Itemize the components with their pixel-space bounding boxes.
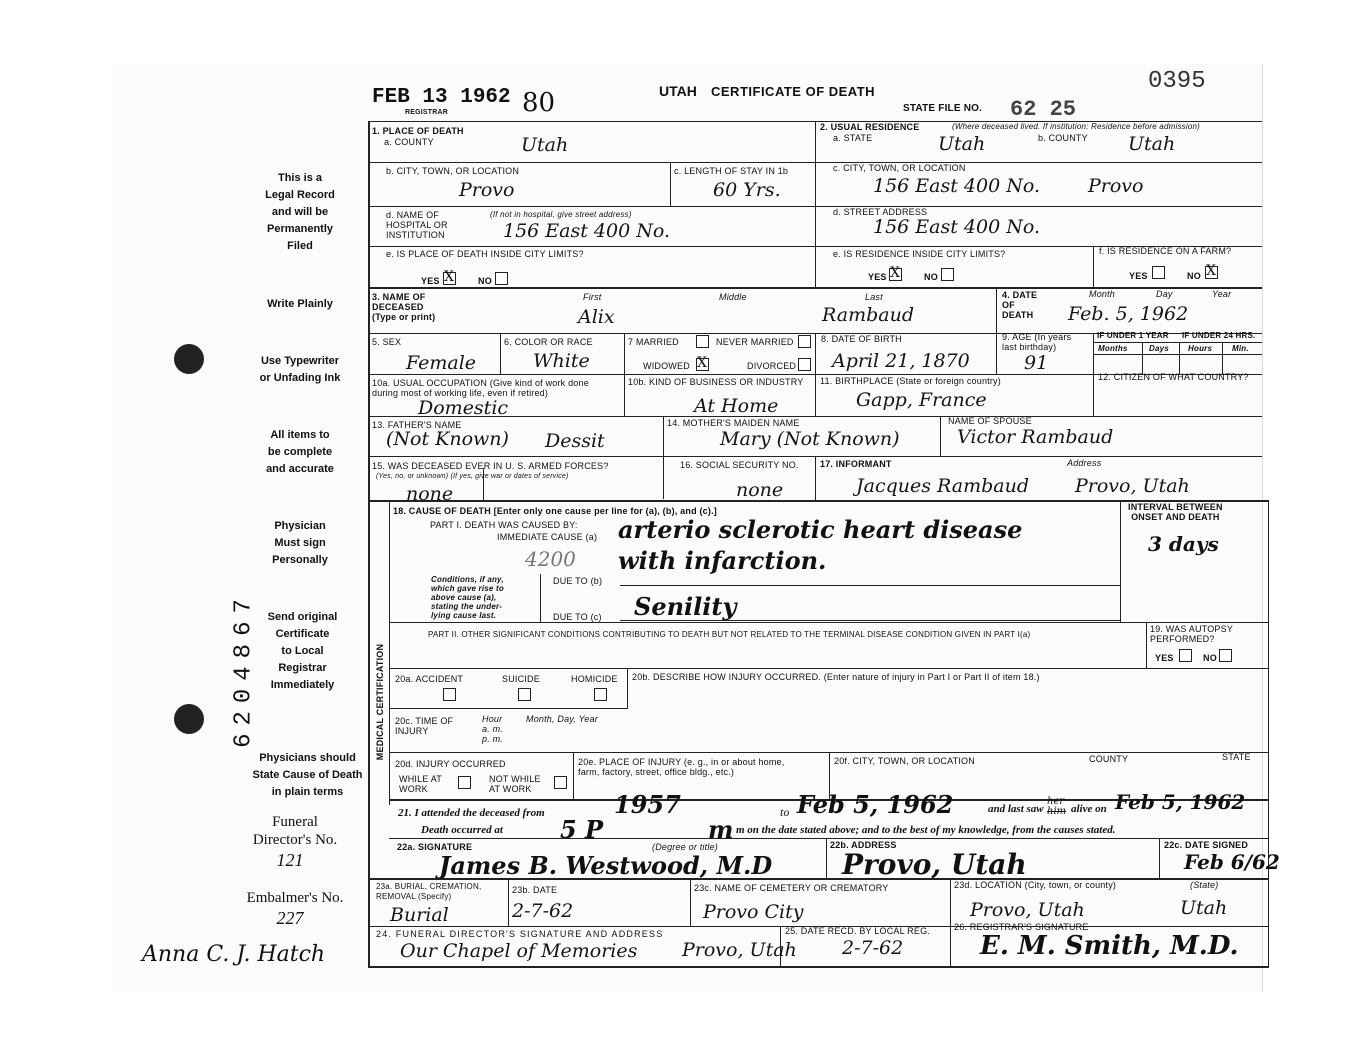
checkbox-inside-city-no[interactable]	[495, 272, 508, 285]
label-yes: YES	[1155, 653, 1174, 663]
value-city: Provo	[459, 179, 515, 201]
form-right-border	[1268, 500, 1269, 966]
value-him: him	[1047, 806, 1067, 817]
value-mother: Mary (Not Known)	[720, 428, 900, 450]
label-spouse: NAME OF SPOUSE	[948, 416, 1032, 426]
value-armed: none	[406, 483, 454, 505]
registrar-number: 80	[522, 88, 556, 118]
label-month: Month	[1089, 289, 1116, 299]
label-attended: 21. I attended the deceased from	[398, 807, 545, 819]
rule	[815, 456, 816, 500]
label-no: NO	[1187, 271, 1201, 281]
label-conditions: Conditions, if any, which gave rise to above cause (a), stating the under- lying cause last.	[431, 575, 504, 620]
value-business: At Home	[694, 395, 779, 417]
label-degree: (Degree or title)	[652, 842, 718, 852]
label-citizen: 12. CITIZEN OF WHAT COUNTRY?	[1098, 372, 1249, 382]
label-address-22b: 22b. ADDRESS	[830, 840, 897, 850]
label-occupation: 10a. USUAL OCCUPATION (Give kind of work done during most of working life, even if retired)	[372, 378, 589, 398]
label-sex: 5. SEX	[372, 337, 402, 347]
label-burial: 23a. BURIAL, CREMATION, REMOVAL (Specify)	[376, 882, 482, 901]
value-birthplace: Gapp, France	[856, 389, 987, 411]
checkbox-farm-no[interactable]	[1205, 263, 1218, 279]
rule	[690, 878, 691, 926]
rule	[368, 287, 1262, 289]
label-yes: YES	[1129, 271, 1148, 281]
label-due-to-b: DUE TO (b)	[553, 576, 603, 586]
value-res-city: 156 East 400 No.	[873, 175, 1041, 197]
label-ssn: 16. SOCIAL SECURITY NO.	[680, 460, 799, 470]
checkbox-farm-yes[interactable]	[1152, 266, 1165, 279]
punch-hole-top	[174, 344, 204, 374]
label-place-injury: 20e. PLACE OF INJURY (e. g., in or about home, farm, factory, street, office bldg., etc.)	[578, 757, 785, 777]
rule	[663, 416, 664, 499]
value-res-state: Utah	[938, 133, 986, 155]
check-mark: X	[697, 355, 707, 371]
label-part-1: PART I. DEATH WAS CAUSED BY:	[430, 520, 578, 530]
rule	[620, 585, 1120, 586]
label-inside-city: e. IS PLACE OF DEATH INSIDE CITY LIMITS?	[386, 249, 584, 259]
label-no: NO	[1203, 653, 1217, 663]
checkbox-suicide[interactable]	[518, 688, 531, 701]
value-burial-date: 2-7-62	[512, 900, 574, 922]
label-no: NO	[478, 276, 492, 286]
label-business: 10b. KIND OF BUSINESS OR INDUSTRY	[628, 377, 804, 387]
label-usual-residence: 2. USUAL RESIDENCE	[820, 122, 920, 132]
value-age: 91	[1024, 352, 1049, 374]
label-usual-residence-note: (Where deceased lived. If institution: Residence before admission)	[952, 122, 1200, 131]
embalmer-label: Embalmer's No.	[246, 890, 344, 906]
rule	[1159, 838, 1160, 878]
label-location-23d: 23d. LOCATION (City, town, or county)	[954, 880, 1117, 890]
label-under-24-hrs: IF UNDER 24 HRS.	[1182, 331, 1256, 340]
embalmer-number: 227	[276, 908, 304, 928]
label-yes: YES	[868, 272, 887, 282]
label-time-injury: 20c. TIME OF INJURY	[395, 716, 454, 736]
check-mark: X	[890, 265, 900, 281]
checkbox-while-work[interactable]	[458, 776, 471, 789]
label-day: Day	[1156, 289, 1173, 299]
value-race: White	[533, 350, 590, 372]
checkbox-res-inside-yes[interactable]	[889, 265, 902, 281]
rule	[368, 162, 1262, 163]
value-interval: 3 days	[1148, 532, 1219, 556]
label-dob: 8. DATE OF BIRTH	[821, 334, 902, 344]
label-funeral-director: 24. FUNERAL DIRECTOR'S SIGNATURE AND ADDRESS	[376, 929, 664, 939]
label-first: First	[583, 292, 602, 302]
checkbox-married[interactable]	[696, 335, 709, 348]
rule	[1093, 342, 1262, 343]
rule	[508, 878, 509, 926]
label-min: Min.	[1232, 344, 1249, 353]
value-date-death: Feb. 5, 1962	[1068, 303, 1189, 325]
label-res-county: b. COUNTY	[1038, 133, 1088, 143]
value-funeral-director: Our Chapel of Memories	[400, 940, 638, 962]
rule	[1222, 342, 1223, 374]
typewriter-note: Use Typewriter or Unfading Ink	[259, 355, 341, 384]
rule	[389, 668, 1268, 669]
checkbox-autopsy-yes[interactable]	[1179, 649, 1192, 662]
label-hospital-note: (If not in hospital, give street address)	[490, 210, 632, 219]
write-plainly-note: Write Plainly	[267, 298, 333, 310]
value-informant: Jacques Rambaud	[856, 475, 1029, 497]
label-res-inside-city: e. IS RESIDENCE INSIDE CITY LIMITS?	[833, 249, 1006, 259]
value-physician-signature: James B. Westwood, M.D	[439, 851, 773, 880]
send-original-note: Send original Certificate to Local Registrar Immediately	[267, 611, 338, 691]
label-date-received: 25. DATE RECD. BY LOCAL REG.	[785, 926, 930, 936]
label-homicide: HOMICIDE	[571, 674, 618, 684]
state-file-label: STATE FILE NO.	[903, 103, 983, 114]
label-burial-date: 23b. DATE	[512, 885, 558, 895]
rule	[1093, 354, 1262, 355]
label-city: b. CITY, TOWN, OR LOCATION	[386, 166, 520, 176]
checkbox-never-married[interactable]	[798, 335, 811, 348]
label-res-city: c. CITY, TOWN, OR LOCATION	[833, 163, 966, 173]
state-title: UTAH	[659, 83, 697, 99]
label-mother: 14. MOTHER'S MAIDEN NAME	[667, 418, 800, 428]
form-left-border	[368, 121, 370, 966]
label-county-injury: COUNTY	[1089, 754, 1129, 764]
label-age: 9. AGE (In years last birthday)	[1002, 332, 1072, 352]
label-under-1-year: IF UNDER 1 YEAR	[1097, 331, 1169, 340]
value-funeral-address: Provo, Utah	[682, 939, 797, 961]
certificate-number: 0395	[1148, 68, 1206, 95]
value-ssn: none	[736, 479, 784, 501]
value-informant-address: Provo, Utah	[1075, 475, 1190, 497]
label-describe-injury: 20b. DESCRIBE HOW INJURY OCCURRED. (Enter nature of injury in Part I or Part II of item 18.)	[632, 672, 1040, 682]
value-time-m: m	[708, 815, 734, 844]
rule	[620, 620, 1120, 621]
filing-stamp: FEB 13 1962	[372, 86, 511, 109]
rule	[996, 333, 997, 374]
checkbox-not-while-work[interactable]	[554, 776, 567, 789]
rule	[389, 708, 628, 709]
label-name-deceased: 3. NAME OF DECEASED (Type or print)	[372, 292, 436, 322]
label-res-state: a. STATE	[833, 133, 873, 143]
label-due-to-c: DUE TO (c)	[553, 612, 602, 622]
rule	[1146, 622, 1147, 668]
label-interval: INTERVAL BETWEEN ONSET AND DEATH	[1128, 502, 1223, 522]
checkbox-accident[interactable]	[443, 688, 456, 701]
form-bottom-border	[368, 966, 1269, 968]
label-date-signed: 22c. DATE SIGNED	[1164, 840, 1249, 850]
label-date-death: 4. DATE OF DEATH	[1002, 290, 1038, 320]
value-cause-c: Senility	[634, 592, 737, 621]
label-street: d. STREET ADDRESS	[833, 207, 928, 217]
rule	[1179, 342, 1180, 374]
label-farm: f. IS RESIDENCE ON A FARM?	[1099, 246, 1232, 256]
value-alive-on: Feb 5, 1962	[1115, 790, 1246, 814]
rule	[815, 121, 816, 287]
value-time-death: 5 P	[560, 815, 604, 844]
label-mdy: Month, Day, Year	[526, 714, 598, 724]
rule	[389, 500, 390, 805]
value-res-county: Utah	[1128, 133, 1176, 155]
label-married: 7 MARRIED	[628, 337, 679, 347]
label-hours: Hours	[1188, 344, 1213, 353]
rule	[670, 162, 671, 207]
funeral-director-label: Funeral Director's No.	[252, 814, 338, 848]
label-never-married: NEVER MARRIED	[716, 337, 794, 347]
label-autopsy: 19. WAS AUTOPSY PERFORMED?	[1150, 624, 1234, 644]
label-hour: Hour a. m. p. m.	[482, 714, 504, 744]
checkbox-inside-city-yes[interactable]	[443, 269, 456, 285]
physicians-should-note: Physicians should State Cause of Death in plain terms	[252, 752, 363, 798]
label-to: to	[780, 805, 790, 819]
label-cemetery: 23c. NAME OF CEMETERY OR CREMATORY	[694, 883, 889, 893]
value-cause-a2: with infarction.	[618, 546, 827, 575]
label-accident: 20a. ACCIDENT	[395, 674, 464, 684]
rule	[1093, 246, 1094, 287]
value-hospital: 156 East 400 No.	[503, 220, 671, 242]
value-length-stay: 60 Yrs.	[713, 179, 781, 201]
certificate-title: CERTIFICATE OF DEATH	[711, 84, 876, 99]
value-registrar-signature: E. M. Smith, M.D.	[980, 931, 1239, 961]
value-cause-code: 4200	[525, 547, 576, 571]
stamp-label: REGISTRAR	[405, 109, 449, 116]
value-physician-address: Provo, Utah	[842, 848, 1027, 881]
label-informant-address: Address	[1067, 458, 1102, 468]
label-part-2: PART II. OTHER SIGNIFICANT CONDITIONS CONTRIBUTING TO DEATH BUT NOT RELATED TO THE TERMINAL DISEASE CONDITION GIVEN IN PART I(a)	[428, 630, 1031, 639]
rule	[940, 416, 941, 456]
label-signature-22a: 22a. SIGNATURE	[397, 842, 473, 852]
value-cause-a: arterio sclerotic heart disease	[618, 515, 1023, 544]
label-father: 13. FATHER'S NAME	[372, 420, 462, 430]
rule	[540, 574, 541, 622]
value-location-state: Utah	[1180, 897, 1228, 919]
value-county: Utah	[521, 134, 569, 156]
value-dob: April 21, 1870	[832, 350, 970, 372]
rule	[950, 878, 951, 966]
check-mark: X	[1206, 263, 1216, 279]
rule	[500, 333, 501, 374]
label-days: Days	[1149, 344, 1169, 353]
label-middle: Middle	[719, 292, 747, 302]
rule	[996, 287, 997, 334]
value-attended-to: Feb 5, 1962	[797, 790, 954, 819]
value-last-name: Rambaud	[822, 304, 914, 326]
value-location: Provo, Utah	[970, 899, 1085, 921]
label-death-occurred: Death occurred at	[421, 824, 503, 836]
label-race: 6. COLOR OR RACE	[504, 337, 593, 347]
value-street: 156 East 400 No.	[873, 216, 1041, 238]
checkbox-res-inside-no[interactable]	[941, 268, 954, 281]
value-date-signed: Feb 6/62	[1184, 850, 1280, 874]
physician-sign-note: Physician Must sign Personally	[272, 520, 328, 566]
label-informant: 17. INFORMANT	[820, 459, 892, 469]
label-suicide: SUICIDE	[502, 674, 540, 684]
rule	[1142, 342, 1143, 374]
value-her: her	[1047, 796, 1065, 807]
label-immediate-cause: IMMEDIATE CAUSE (a)	[497, 532, 598, 542]
label-armed-forces: 15. WAS DECEASED EVER IN U. S. ARMED FORCES?	[372, 461, 609, 471]
rule	[368, 206, 1262, 207]
label-hospital: d. NAME OF HOSPITAL OR INSTITUTION	[386, 210, 448, 240]
value-father-first: (Not Known)	[386, 428, 509, 450]
funeral-director-number: 121	[276, 850, 304, 870]
label-m-statement: m on the date stated above; and to the best of my knowledge, from the causes stated.	[736, 824, 1116, 836]
value-sex: Female	[406, 352, 477, 374]
label-divorced: DIVORCED	[747, 361, 797, 371]
label-last-saw: and last saw	[988, 803, 1044, 815]
label-birthplace: 11. BIRTHPLACE (State or foreign country)	[820, 376, 1001, 386]
checkbox-divorced[interactable]	[798, 358, 811, 371]
label-while-work: WHILE AT WORK	[399, 774, 442, 794]
label-not-while-work: NOT WHILE AT WORK	[489, 774, 541, 794]
rule	[1120, 500, 1121, 622]
label-alive-on: alive on	[1071, 803, 1107, 815]
label-yes: YES	[421, 276, 440, 286]
value-attended-from: 1957	[614, 790, 681, 819]
complete-note: All items to be complete and accurate	[266, 429, 334, 475]
value-date-received: 2-7-62	[842, 937, 904, 959]
rule	[573, 752, 574, 799]
label-registrar-signature: 26. REGISTRAR'S SIGNATURE	[954, 922, 1089, 932]
rule	[389, 622, 1268, 623]
check-mark: X	[444, 269, 454, 285]
value-burial: Burial	[390, 904, 449, 926]
vertical-serial-number: 6204867	[230, 591, 258, 748]
checkbox-widowed[interactable]	[696, 355, 709, 371]
label-no: NO	[924, 272, 938, 282]
value-first-name: Alix	[578, 306, 615, 328]
value-occupation: Domestic	[418, 397, 509, 419]
label-year: Year	[1212, 289, 1232, 299]
checkbox-homicide[interactable]	[594, 688, 607, 701]
label-state-injury: STATE	[1222, 752, 1251, 762]
state-file-number: 62 25	[1010, 97, 1077, 122]
label-medical-certification: MEDICAL CERTIFICATION	[375, 643, 385, 761]
margin-signature: Anna C. J. Hatch	[142, 942, 326, 967]
label-armed-note: (Yes, no, or unknown) (If yes, give war or dates of service)	[376, 473, 569, 480]
label-length-stay: c. LENGTH OF STAY IN 1b	[674, 166, 789, 176]
label-place-of-death: 1. PLACE OF DEATH	[372, 126, 464, 136]
rule	[389, 838, 1268, 839]
label-city-injury: 20f. CITY, TOWN, OR LOCATION	[834, 756, 975, 766]
label-county: a. COUNTY	[384, 137, 434, 147]
value-father-last: Dessit	[545, 430, 605, 452]
label-state-23: (State)	[1190, 880, 1219, 890]
value-res-city2: Provo	[1088, 175, 1144, 197]
label-cause-of-death: 18. CAUSE OF DEATH [Enter only one cause per line for (a), (b), and (c).]	[393, 506, 717, 516]
value-spouse: Victor Rambaud	[957, 426, 1114, 448]
rule	[627, 668, 628, 708]
punch-hole-bottom	[174, 704, 204, 734]
value-cemetery: Provo City	[703, 901, 804, 923]
label-months: Months	[1098, 344, 1128, 353]
label-last: Last	[865, 292, 883, 302]
rule	[826, 838, 827, 878]
label-injury-occurred: 20d. INJURY OCCURRED	[395, 759, 506, 769]
legal-record-note: This is a Legal Record and will be Permanently Filed	[265, 172, 335, 252]
label-widowed: WIDOWED	[643, 361, 690, 371]
checkbox-autopsy-no[interactable]	[1219, 649, 1232, 662]
